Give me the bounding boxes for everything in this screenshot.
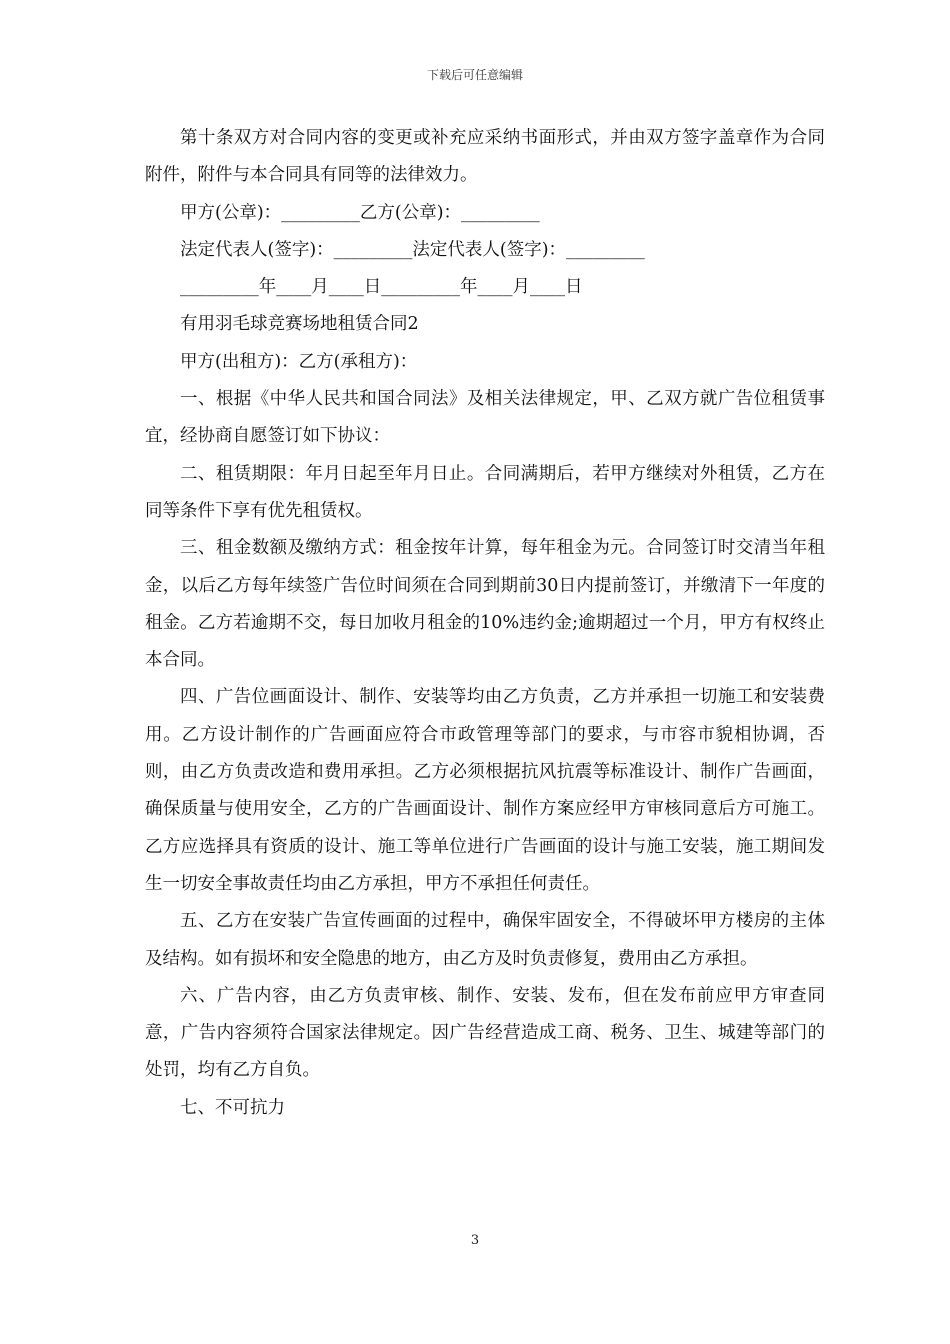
document-body [145,120,825,1127]
paragraph-clause-6: 六、广告内容，由乙方负责审核、制作、安装、发布，但在发布前应甲方审查同意，广告内容须符合国家法律规定。因广告经营造成工商、税务、卫生、城建等部门的处罚，均有乙方自负。 [145,985,825,1081]
paragraph-clause-7: 七、不可抗力 [180,1097,285,1118]
paragraph-clause-4: 四、广告位画面设计、制作、安装等均由乙方负责，乙方并承担一切施工和安装费用。乙方设计制作的广告画面应符合市政管理等部门的要求，与市容市貌相协调，否则，由乙方负责改造和费用承担。乙方必须根据抗风抗震等标准设计、制作广告画面，确保质量与使用安全，乙方的广告画面设计、制作方案应经甲方审核同意后方可施工。乙方应选择具有资质的设计、施工等单位进行广告画面的设计与施工安装，施工期间发生一切安全事故责任均由乙方承担，甲方不承担任何责任。 [145,687,825,894]
paragraph-article-10: 第十条双方对合同内容的变更或补充应采纳书面形式，并由双方签字盖章作为合同附件，附件与本合同具有同等的法律效力。 [145,128,825,186]
header-note: 下载后可任意编辑 [426,68,523,82]
paragraph-clause-2: 二、租赁期限：年月日起至年月日止。合同满期后，若甲方继续对外租赁，乙方在同等条件下享有优先租赁权。 [145,463,825,521]
paragraph-contract-title: 有用羽毛球竞赛场地租赁合同2 [180,314,419,335]
paragraph-representative-line: 法定代表人(签字)：_________法定代表人(签字)：_________ [180,239,645,260]
paragraph-clause-1: 一、根据《中华人民共和国合同法》及相关法律规定，甲、乙双方就广告位租赁事宜，经协商自愿签订如下协议： [145,389,825,447]
paragraph-clause-5: 五、乙方在安装广告宣传画面的过程中，确保牢固安全，不得破坏甲方楼房的主体及结构。如有损坏和安全隐患的地方，由乙方及时负责修复，费用由乙方承担。 [145,911,825,969]
paragraph-clause-3: 三、租金数额及缴纳方式：租金按年计算，每年租金为元。合同签订时交清当年租金，以后乙方每年续签广告位时间须在合同到期前30日内提前签订，并缴清下一年度的租金。乙方若逾期不交，每日加收月租金的10%违约金;逾期超过一个月，甲方有权终止本合同。 [145,538,825,671]
paragraph-parties: 甲方(出租方)：乙方(承租方)： [180,351,418,372]
paragraph-date-line: _________年____月____日_________年____月____日 [180,277,583,298]
page-number: 3 [470,1233,480,1248]
paragraph-seal-line: 甲方(公章)：_________乙方(公章)：_________ [180,202,540,223]
